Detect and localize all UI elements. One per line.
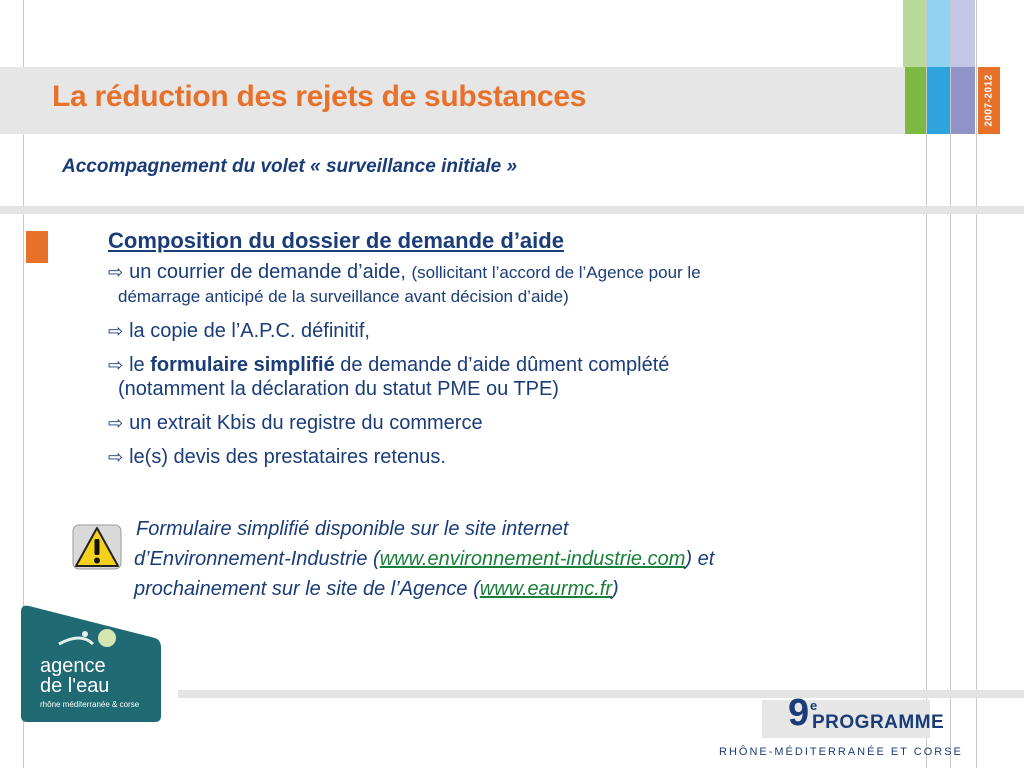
bullet-item	[108, 260, 898, 309]
bullet-text-bold: formulaire simplifié	[150, 354, 335, 376]
note-line	[134, 544, 924, 574]
bullet-item	[108, 353, 898, 401]
bullet-text: un extrait Kbis du registre du commerce	[129, 412, 483, 434]
logo-name-line: agence	[40, 655, 106, 677]
separator-band	[178, 690, 1024, 698]
content-area	[108, 228, 898, 479]
color-strip-green	[903, 0, 926, 134]
arrow-right-outline-icon: ⇨	[108, 355, 124, 375]
region-label: RHÔNE-MÉDITERRANÉE ET CORSE	[719, 746, 963, 758]
bullet-item	[108, 319, 898, 343]
bullet-note-continuation: démarrage anticipé de la surveillance avant décision d’aide)	[118, 287, 569, 306]
availability-note	[134, 514, 924, 604]
color-strip-lavender	[951, 0, 975, 134]
color-strip-cyan	[927, 0, 950, 134]
note-text: )	[612, 578, 619, 600]
warning-icon	[72, 522, 122, 572]
programme-superscript: e	[810, 698, 818, 713]
logo-name	[40, 656, 109, 696]
programme-label: PROGRAMME	[812, 712, 945, 733]
arrow-right-outline-icon: ⇨	[108, 413, 124, 433]
section-marker	[26, 231, 48, 263]
note-line	[134, 574, 924, 604]
bullet-text-pre: le	[129, 354, 145, 376]
year-badge	[978, 67, 1000, 134]
arrow-right-outline-icon: ⇨	[108, 321, 124, 341]
note-text: prochainement sur le site de l’Agence (	[134, 578, 480, 600]
environnement-industrie-link[interactable]: www.environnement-industrie.com	[379, 548, 686, 570]
frame-line	[976, 0, 977, 768]
year-range: 2007-2012	[983, 74, 995, 127]
arrow-right-outline-icon: ⇨	[108, 447, 124, 467]
bullet-text-post: de demande d’aide dûment complété	[340, 354, 670, 376]
logo-region: rhône méditerranée & corse	[40, 700, 140, 709]
note-text: d’Environnement-Industrie (	[134, 548, 380, 570]
page-title: La réduction des rejets de substances	[52, 80, 587, 113]
separator-band	[0, 206, 1024, 214]
bullet-item	[108, 445, 898, 469]
bullet-note: (sollicitant l’accord de l’Agence pour le	[411, 263, 701, 282]
eaurmc-link[interactable]: www.eaurmc.fr	[479, 578, 612, 600]
bullet-continuation: (notamment la déclaration du statut PME ou TPE)	[118, 378, 559, 400]
programme-number: 9	[788, 692, 810, 734]
logo-name-line: de l'eau	[40, 675, 110, 697]
bullet-text: le(s) devis des prestataires retenus.	[129, 446, 446, 468]
bullet-text: un courrier de demande d’aide,	[129, 261, 406, 283]
note-text: ) et	[685, 548, 715, 570]
section-heading: Composition du dossier de demande d’aide	[108, 228, 564, 253]
note-line: Formulaire simplifié disponible sur le site internet	[136, 518, 569, 540]
bullet-text: la copie de l’A.P.C. définitif,	[129, 320, 370, 342]
page-subtitle: Accompagnement du volet « surveillance initiale »	[62, 156, 518, 177]
arrow-right-outline-icon: ⇨	[108, 262, 124, 282]
bullet-item	[108, 411, 898, 435]
